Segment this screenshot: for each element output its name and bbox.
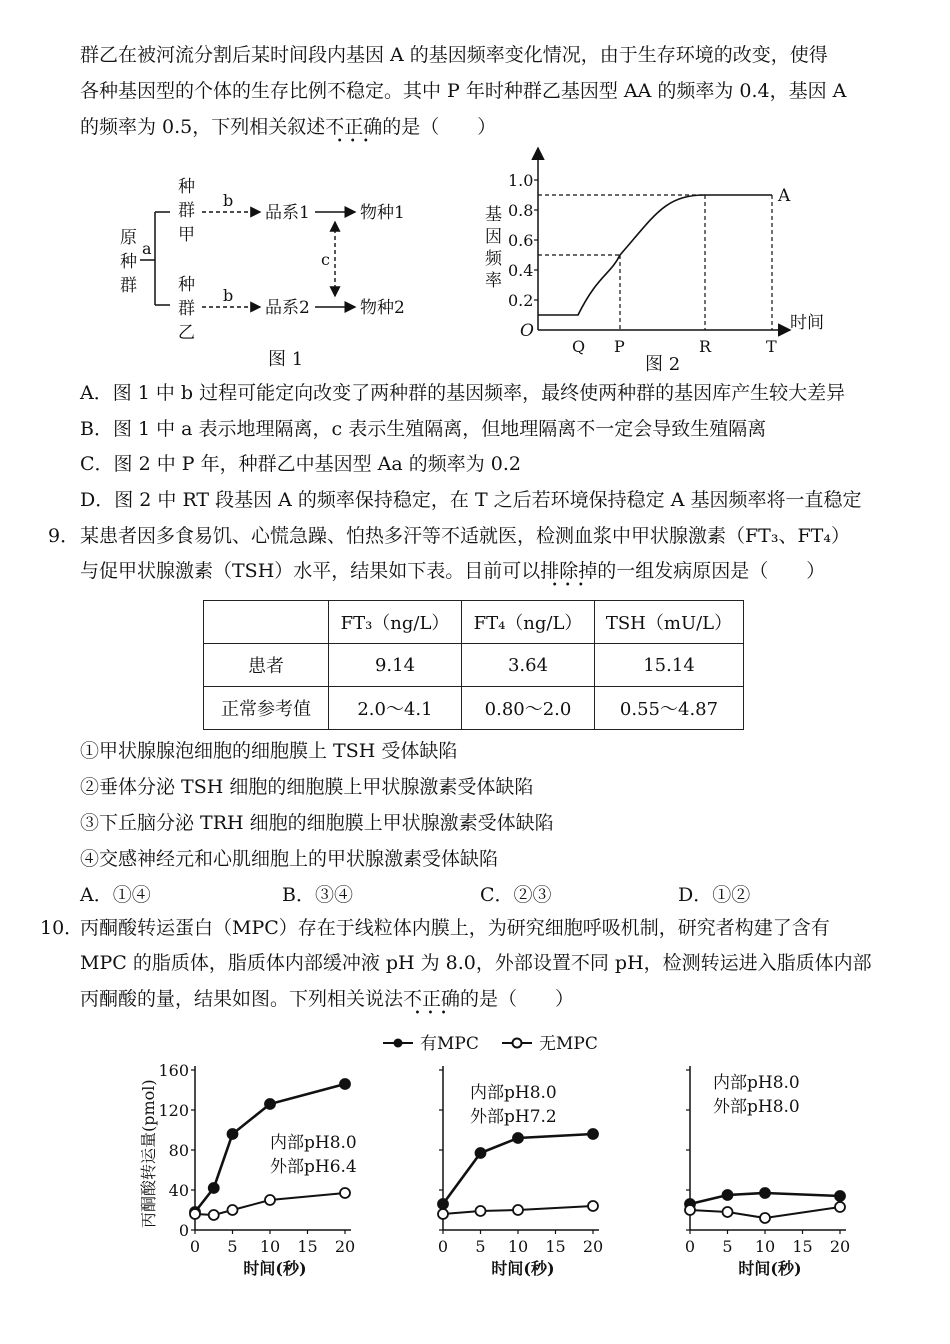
legend-with-mpc: 有MPC bbox=[420, 1034, 479, 1054]
y-tick-label: 80 bbox=[168, 1141, 189, 1160]
y-tick-label: 120 bbox=[158, 1101, 189, 1120]
q9-line2: 与促甲状腺激素（TSH）水平，结果如下表。目前可以排除掉 • • • 的一组发病原因是（ ） bbox=[80, 560, 826, 591]
point-without-mpc bbox=[513, 1205, 523, 1215]
label-b-top: b bbox=[223, 191, 234, 210]
q8-option-b: B．图 1 中 a 表示地理隔离，c 表示生殖隔离，但地理隔离不一定会导致生殖隔离 bbox=[80, 418, 767, 440]
point-without-mpc bbox=[685, 1205, 695, 1215]
svg-text:率: 率 bbox=[485, 271, 502, 291]
x-tick-label: 10 bbox=[754, 1237, 776, 1256]
point-without-mpc bbox=[476, 1206, 486, 1216]
x-tick-label: 15 bbox=[297, 1237, 318, 1256]
x-tick-label: 20 bbox=[582, 1237, 604, 1256]
q8-intro-line2: 各种基因型的个体的生存比例不稳定。其中 P 年时种群乙基因型 AA 的频率为 0.4，基因 A bbox=[80, 80, 847, 102]
table-cell: 正常参考值 bbox=[204, 687, 329, 730]
legend-marker-filled bbox=[394, 1039, 403, 1048]
x-tick-label: 10 bbox=[259, 1237, 281, 1256]
point-with-mpc bbox=[723, 1190, 733, 1200]
hormone-table bbox=[203, 600, 744, 730]
y-axis-label bbox=[485, 205, 503, 291]
table-header-cell bbox=[204, 601, 329, 644]
q9-line1: 某患者因多食易饥、心慌急躁、怕热多汗等不适就医，检测血浆中甲状腺激素（FT₃、FT₄） bbox=[80, 525, 850, 547]
svg-text:群: 群 bbox=[178, 299, 195, 319]
y-tick-label: 0.8 bbox=[508, 201, 534, 220]
point-with-mpc bbox=[265, 1099, 275, 1109]
table-cell: 0.80～2.0 bbox=[462, 687, 595, 730]
population-a-label bbox=[178, 177, 195, 245]
population-b-label bbox=[178, 275, 195, 343]
table-header-cell: FT₄（ng/L） bbox=[462, 601, 595, 644]
svg-text:甲: 甲 bbox=[178, 225, 195, 245]
q9-item-2: ②垂体分泌 TSH 细胞的细胞膜上甲状腺激素受体缺陷 bbox=[80, 776, 534, 798]
q9-option-c: C．②③ bbox=[480, 884, 552, 906]
x-tick-label: Q bbox=[572, 337, 586, 356]
label-b-bottom: b bbox=[223, 286, 234, 305]
svg-text:因: 因 bbox=[485, 227, 502, 247]
point-without-mpc bbox=[265, 1195, 275, 1205]
x-tick-label: 20 bbox=[829, 1237, 851, 1256]
point-with-mpc bbox=[588, 1129, 598, 1139]
q9-item-1: ①甲状腺腺泡细胞的细胞膜上 TSH 受体缺陷 bbox=[80, 740, 458, 762]
y-tick-label: 40 bbox=[168, 1181, 189, 1200]
point-without-mpc bbox=[588, 1201, 598, 1211]
q9-option-a: A．①④ bbox=[80, 884, 151, 906]
point-with-mpc bbox=[209, 1183, 219, 1193]
q8-intro-line1: 群乙在被河流分割后某时间段内基因 A 的基因频率变化情况，由于生存环境的改变，使得 bbox=[80, 44, 828, 66]
panel-condition-label: 外部pH8.0 bbox=[713, 1097, 800, 1117]
table-header-cell: TSH（mU/L） bbox=[595, 601, 744, 644]
table-cell: 0.55～4.87 bbox=[595, 687, 744, 730]
series-line-with-mpc bbox=[443, 1134, 593, 1204]
chart-legend bbox=[383, 1034, 598, 1054]
point-with-mpc bbox=[438, 1199, 448, 1209]
table-row bbox=[204, 687, 744, 730]
x-tick-label: R bbox=[699, 337, 712, 356]
panel-condition-label: 外部pH7.2 bbox=[470, 1107, 557, 1127]
svg-text:乙: 乙 bbox=[178, 323, 195, 343]
point-with-mpc bbox=[340, 1079, 350, 1089]
strain-2: 品系2 bbox=[265, 298, 310, 318]
q10-line2: MPC 的脂质体，脂质体内部缓冲液 pH 为 8.0，外部设置不同 pH，检测转运进入脂质体内部 bbox=[80, 952, 872, 974]
q9-item-4: ④交感神经元和心肌细胞上的甲状腺激素受体缺陷 bbox=[80, 848, 499, 870]
x-axis-label: 时间(秒) bbox=[738, 1259, 802, 1278]
point-without-mpc bbox=[835, 1202, 845, 1212]
curve-end-label: A bbox=[778, 186, 791, 206]
y-tick-label: 0.4 bbox=[508, 261, 534, 280]
table-cell: 3.64 bbox=[462, 644, 595, 687]
point-without-mpc bbox=[340, 1188, 350, 1198]
x-tick-label: P bbox=[614, 337, 625, 356]
figure-1-diagram bbox=[110, 170, 440, 375]
point-without-mpc bbox=[438, 1209, 448, 1219]
table-header-row bbox=[204, 601, 744, 644]
point-without-mpc bbox=[209, 1210, 219, 1220]
x-tick-label: T bbox=[766, 337, 777, 356]
q10-line3: 丙酮酸的量，结果如图。下列相关说法不正确 • • • 的是（ ） bbox=[80, 988, 575, 1019]
svg-text:频: 频 bbox=[485, 249, 502, 269]
x-tick-label: 0 bbox=[437, 1237, 449, 1256]
y-tick-label: 160 bbox=[158, 1061, 189, 1080]
point-with-mpc bbox=[476, 1148, 486, 1158]
label-c: c bbox=[321, 250, 330, 269]
q8-intro-line3: 的频率为 0.5，下列相关叙述不正确 • • • 的是（ ） bbox=[80, 116, 497, 147]
q9-option-b: B．③④ bbox=[282, 884, 353, 906]
x-tick-label: 15 bbox=[545, 1237, 566, 1256]
x-tick-label: 0 bbox=[189, 1237, 201, 1256]
panel-condition-label: 内部pH8.0 bbox=[713, 1073, 800, 1093]
svg-text:群: 群 bbox=[178, 201, 195, 221]
x-tick-label: 5 bbox=[227, 1237, 238, 1256]
legend-marker-open bbox=[513, 1039, 522, 1048]
table-cell: 9.14 bbox=[329, 644, 462, 687]
svg-text:种: 种 bbox=[178, 177, 195, 197]
panel-condition-label: 内部pH8.0 bbox=[270, 1133, 357, 1153]
figure-2-caption: 图 2 bbox=[645, 354, 681, 375]
species-2: 物种2 bbox=[360, 298, 405, 318]
strain-1: 品系1 bbox=[265, 203, 310, 223]
point-with-mpc bbox=[228, 1129, 238, 1139]
table-cell: 2.0～4.1 bbox=[329, 687, 462, 730]
svg-text:群: 群 bbox=[120, 276, 137, 296]
emphasis-dots: 不正确 • • • bbox=[403, 988, 461, 1019]
q9-item-3: ③下丘脑分泌 TRH 细胞的细胞膜上甲状腺激素受体缺陷 bbox=[80, 812, 554, 834]
q8-option-c: C．图 2 中 P 年，种群乙中基因型 Aa 的频率为 0.2 bbox=[80, 453, 521, 475]
panel-condition-label: 内部pH8.0 bbox=[470, 1083, 557, 1103]
x-tick-label: 20 bbox=[334, 1237, 356, 1256]
table-row bbox=[204, 644, 744, 687]
x-tick-label: 5 bbox=[475, 1237, 486, 1256]
point-without-mpc bbox=[190, 1209, 200, 1219]
x-axis-label: 时间 bbox=[790, 313, 824, 333]
svg-text:原: 原 bbox=[120, 228, 137, 248]
y-tick-label: 1.0 bbox=[508, 171, 534, 190]
table-cell: 15.14 bbox=[595, 644, 744, 687]
q8-option-d: D．图 2 中 RT 段基因 A 的频率保持稳定，在 T 之后若环境保持稳定 A 基因频率将一直稳定 bbox=[80, 489, 862, 511]
x-tick-label: 5 bbox=[722, 1237, 733, 1256]
point-with-mpc bbox=[760, 1188, 770, 1198]
origin-label: O bbox=[520, 321, 534, 341]
x-tick-label: 15 bbox=[792, 1237, 813, 1256]
point-with-mpc bbox=[835, 1191, 845, 1201]
legend-without-mpc: 无MPC bbox=[539, 1034, 598, 1054]
q10-number: 10． bbox=[40, 917, 84, 939]
y-tick-label: 0.2 bbox=[508, 291, 534, 310]
panel-condition-label: 外部pH6.4 bbox=[270, 1157, 357, 1177]
svg-text:种: 种 bbox=[120, 252, 137, 272]
point-without-mpc bbox=[228, 1205, 238, 1215]
species-1: 物种1 bbox=[360, 203, 405, 223]
table-header-cell: FT₃（ng/L） bbox=[329, 601, 462, 644]
label-a: a bbox=[142, 239, 152, 258]
x-axis-label: 时间(秒) bbox=[491, 1259, 555, 1278]
point-without-mpc bbox=[760, 1213, 770, 1223]
table-cell: 患者 bbox=[204, 644, 329, 687]
x-tick-label: 10 bbox=[507, 1237, 529, 1256]
y-axis-label: 丙酮酸转运量(pmol) bbox=[139, 1079, 158, 1228]
y-tick-label: 0 bbox=[178, 1221, 189, 1240]
source-label bbox=[120, 228, 137, 296]
x-axis-label: 时间(秒) bbox=[243, 1259, 307, 1278]
figure-2-chart bbox=[480, 140, 840, 375]
svg-text:种: 种 bbox=[178, 275, 195, 295]
figure-1-caption: 图 1 bbox=[268, 349, 304, 370]
pyruvate-transport-charts bbox=[130, 1028, 870, 1278]
y-tick-label: 0.6 bbox=[508, 231, 534, 250]
q8-option-a: A．图 1 中 b 过程可能定向改变了两种群的基因频率，最终使两种群的基因库产生较大差异 bbox=[80, 382, 846, 404]
q10-line1: 丙酮酸转运蛋白（MPC）存在于线粒体内膜上，为研究细胞呼吸机制，研究者构建了含有 bbox=[80, 917, 830, 939]
point-with-mpc bbox=[513, 1133, 523, 1143]
point-without-mpc bbox=[723, 1207, 733, 1217]
x-tick-label: 0 bbox=[684, 1237, 696, 1256]
q9-number: 9． bbox=[48, 525, 80, 547]
emphasis-dots: 不正确 • • • bbox=[325, 116, 383, 147]
emphasis-dots: 排除掉 • • • bbox=[540, 560, 598, 591]
svg-text:基: 基 bbox=[485, 205, 502, 225]
q9-option-d: D．①② bbox=[678, 884, 751, 906]
